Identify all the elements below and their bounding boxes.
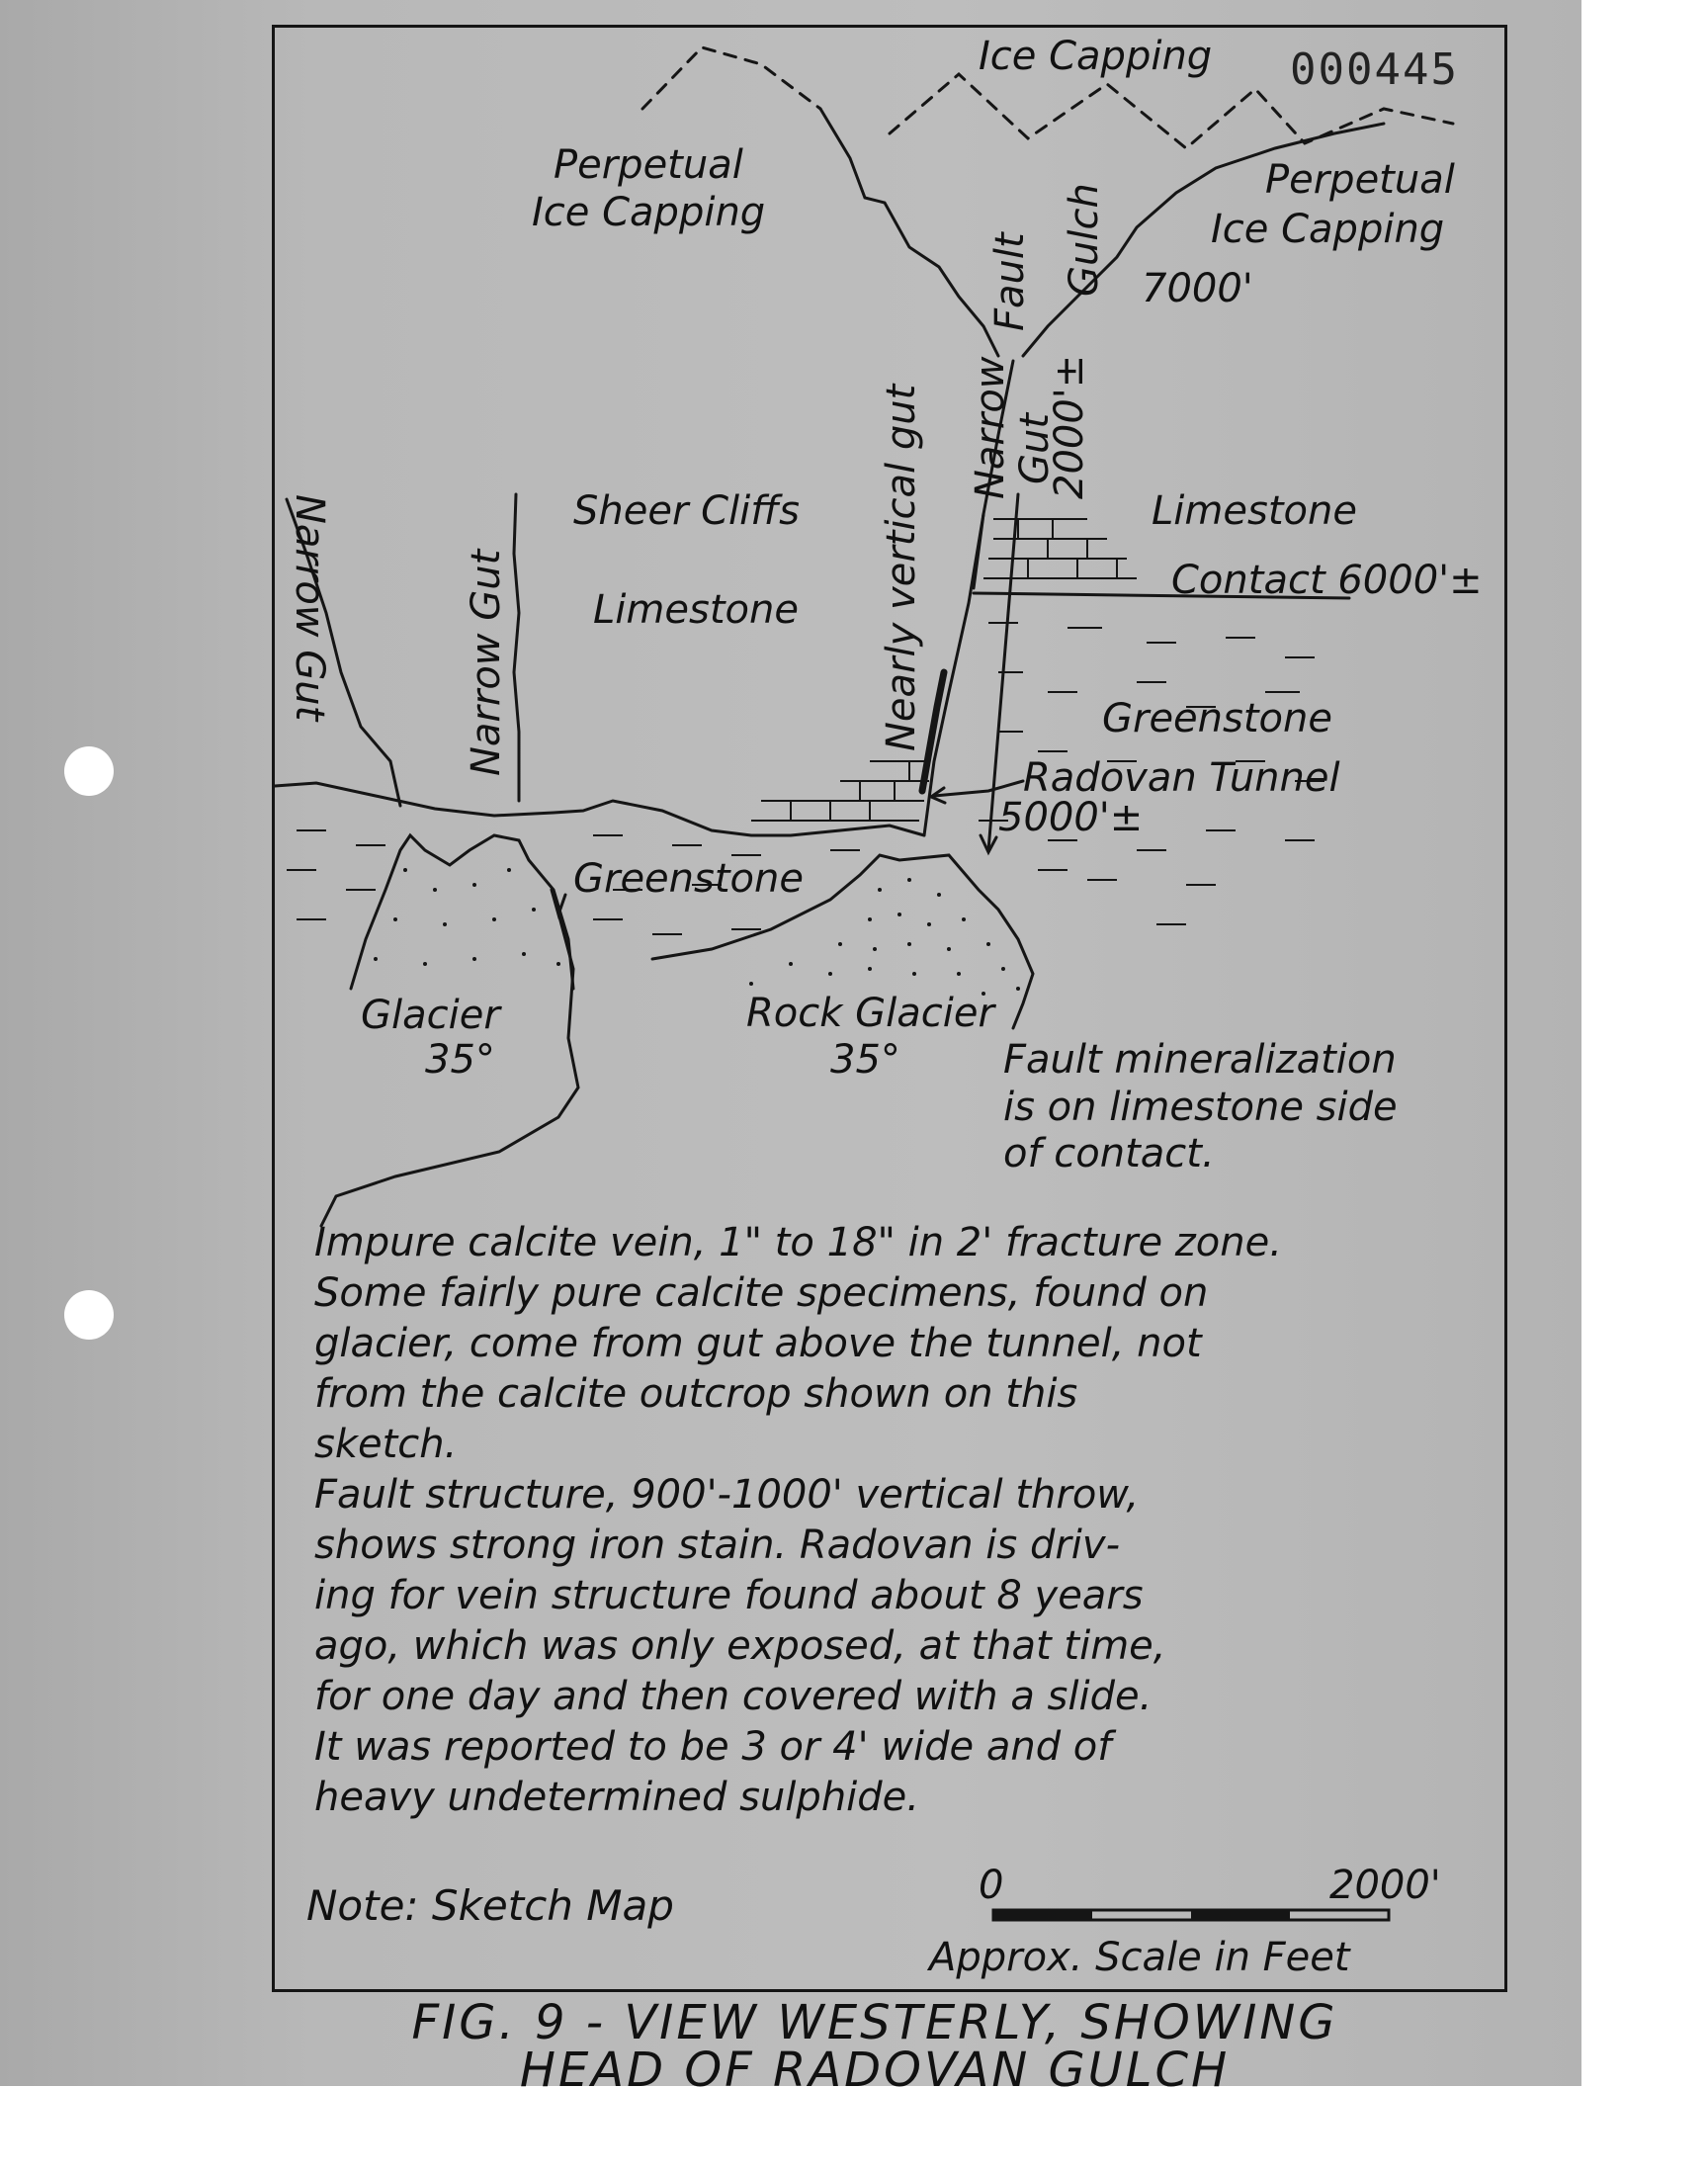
document-stamp: 000445 [1290, 44, 1459, 95]
figure-caption-line2: HEAD OF RADOVAN GULCH [519, 2043, 1231, 2098]
label-rock-glacier: Rock Glacier [746, 991, 994, 1036]
note-line: ago, which was only exposed, at that time, [314, 1623, 1166, 1669]
label-greenstone-lower: Greenstone [573, 856, 804, 902]
label-glacier: Glacier [361, 993, 500, 1038]
note-label: Note: Sketch Map [306, 1881, 674, 1930]
label-fault-mineralization-1: Fault mineralization [1003, 1037, 1397, 1083]
scale-caption: Approx. Scale in Feet [929, 1935, 1350, 1980]
label-narrow-gut-center-1: Narrow [968, 356, 1013, 499]
note-line: shows strong iron stain. Radovan is driv- [314, 1522, 1120, 1568]
scale-start-label: 0 [979, 1863, 1004, 1908]
label-glacier-slope: 35° [425, 1037, 495, 1083]
label-narrow-gut-far-left: Narrow Gut [287, 494, 332, 722]
notes-block [314, 1218, 1500, 1823]
label-greenstone-right: Greenstone [1102, 696, 1332, 741]
label-gulch: Gulch [1062, 183, 1107, 297]
note-line: glacier, come from gut above the tunnel, not [314, 1321, 1202, 1366]
glacier-outline [351, 835, 573, 989]
label-limestone-right: Limestone [1152, 488, 1357, 534]
label-narrow-gut-center-2: Gut [1012, 412, 1058, 484]
note-line: from the calcite outcrop shown on this [314, 1371, 1078, 1417]
note-line: ing for vein structure found about 8 years [314, 1573, 1144, 1618]
scale-bar [993, 1910, 1389, 1920]
label-elevation-5000: 5000'± [998, 795, 1144, 840]
label-fault-mineralization-2: is on limestone side [1003, 1085, 1398, 1130]
label-radovan-tunnel: Radovan Tunnel [1023, 755, 1340, 801]
label-sheer-cliffs: Sheer Cliffs [573, 488, 800, 534]
narrow-gut-left [514, 494, 519, 801]
label-fault-mineralization-3: of contact. [1003, 1131, 1215, 1176]
label-fault: Fault [987, 232, 1033, 331]
note-line: sketch. [314, 1422, 458, 1467]
note-line: Fault structure, 900'-1000' vertical throw, [314, 1472, 1140, 1518]
note-line: Impure calcite vein, 1" to 18" in 2' fracture zone. [314, 1220, 1282, 1265]
label-elevation-7000: 7000' [1142, 266, 1253, 311]
main-fault [924, 514, 983, 835]
note-line: Some fairly pure calcite specimens, found on [314, 1270, 1209, 1316]
label-perpetual-right-2: Ice Capping [1211, 207, 1445, 252]
tunnel-leader [934, 781, 1023, 796]
label-nearly-vertical-gut: Nearly vertical gut [879, 384, 924, 751]
label-narrow-gut-left: Narrow Gut [464, 549, 509, 776]
gulch-left-ridge [820, 109, 998, 356]
label-limestone-left: Limestone [593, 587, 799, 633]
label-perpetual-right-1: Perpetual [1265, 157, 1455, 203]
scale-end-label: 2000' [1329, 1863, 1441, 1908]
ice-capping-ridge [890, 74, 1453, 148]
label-perpetual-left-1: Perpetual [554, 142, 743, 188]
note-line: for one day and then covered with a slide. [314, 1674, 1153, 1719]
ground-profile [275, 783, 924, 835]
note-line: It was reported to be 3 or 4' wide and of [314, 1724, 1112, 1770]
note-line: heavy undetermined sulphide. [314, 1775, 919, 1820]
label-contact: Contact 6000'± [1171, 558, 1483, 603]
label-rock-glacier-slope: 35° [830, 1037, 900, 1083]
label-perpetual-left-2: Ice Capping [532, 190, 766, 235]
label-ice-capping: Ice Capping [979, 34, 1213, 79]
label-elevation-2000: 2000'± [1047, 354, 1092, 499]
figure-caption-line1: FIG. 9 - VIEW WESTERLY, SHOWING [411, 1995, 1338, 2050]
ice-capping-ridge [642, 47, 820, 109]
